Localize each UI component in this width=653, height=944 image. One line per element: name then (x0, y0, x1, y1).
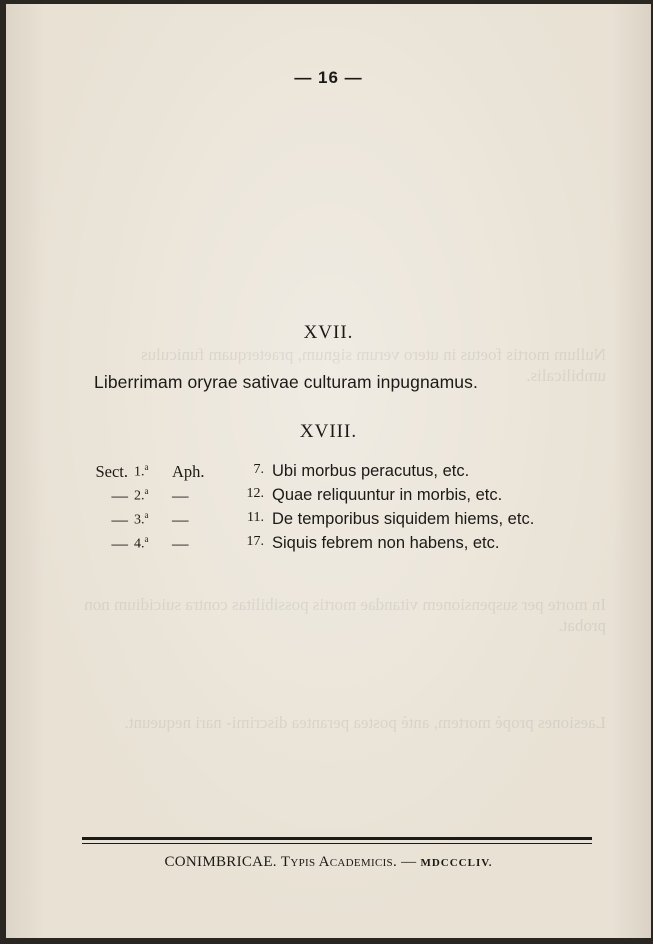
sect-number: 3.$^a$ (134, 510, 149, 528)
document-page (6, 4, 651, 938)
show-through-text: Nullum mortis foetus in utero verum signum, praeterquam funiculus umbilicalis. (140, 345, 606, 385)
footer-rule-thick (82, 837, 592, 840)
imprint-line (6, 854, 651, 871)
aph-number: 11. (247, 510, 264, 525)
aph-text: Siquis febrem non habens, etc. (272, 534, 500, 552)
show-through-text: Laesiones propè mortem, antè postea perantea discrimi- nari nequeunt. (124, 713, 606, 732)
imprint-press: Typis Academicis. (280, 854, 398, 870)
aph-number: 12. (246, 486, 264, 501)
sect-label: Sect. (95, 462, 128, 481)
imprint-year: MDCCCLIV. (420, 857, 493, 869)
sect-number: 2.$^a$ (134, 486, 149, 504)
sect-label: — (111, 486, 128, 505)
section-numeral-xviii: XVIII. (299, 421, 358, 442)
aph-text: Quae reliquuntur in morbis, etc. (272, 486, 503, 504)
aph-label: Aph. (172, 462, 205, 481)
aph-text: De temporibus siquidem hiems, etc. (272, 510, 535, 528)
thesis-text: Liberrimam oryrae sativae culturam inpugnamus. (94, 372, 478, 392)
show-through-text: In morte per suspensionem vitandae mortis possibilitas contra suicidium non probat. (84, 595, 606, 635)
page-number: — 16 — (294, 68, 363, 87)
imprint-separator: — (401, 854, 417, 870)
aph-number: 7. (253, 462, 264, 477)
aph-label: — (172, 510, 189, 529)
footer-rule-thin (82, 843, 592, 844)
sect-number: 4.$^a$ (134, 534, 149, 552)
sect-label: — (111, 510, 128, 529)
imprint-place: CONIMBRICAE. (164, 854, 277, 870)
aph-text: Ubi morbus peracutus, etc. (272, 462, 470, 480)
aph-number: 17. (246, 534, 264, 549)
sect-number: 1.$^a$ (134, 462, 149, 480)
section-numeral-xvii: XVII. (303, 322, 354, 343)
sect-label: — (111, 534, 128, 553)
aph-label: — (172, 534, 189, 553)
aph-label: — (172, 486, 189, 505)
